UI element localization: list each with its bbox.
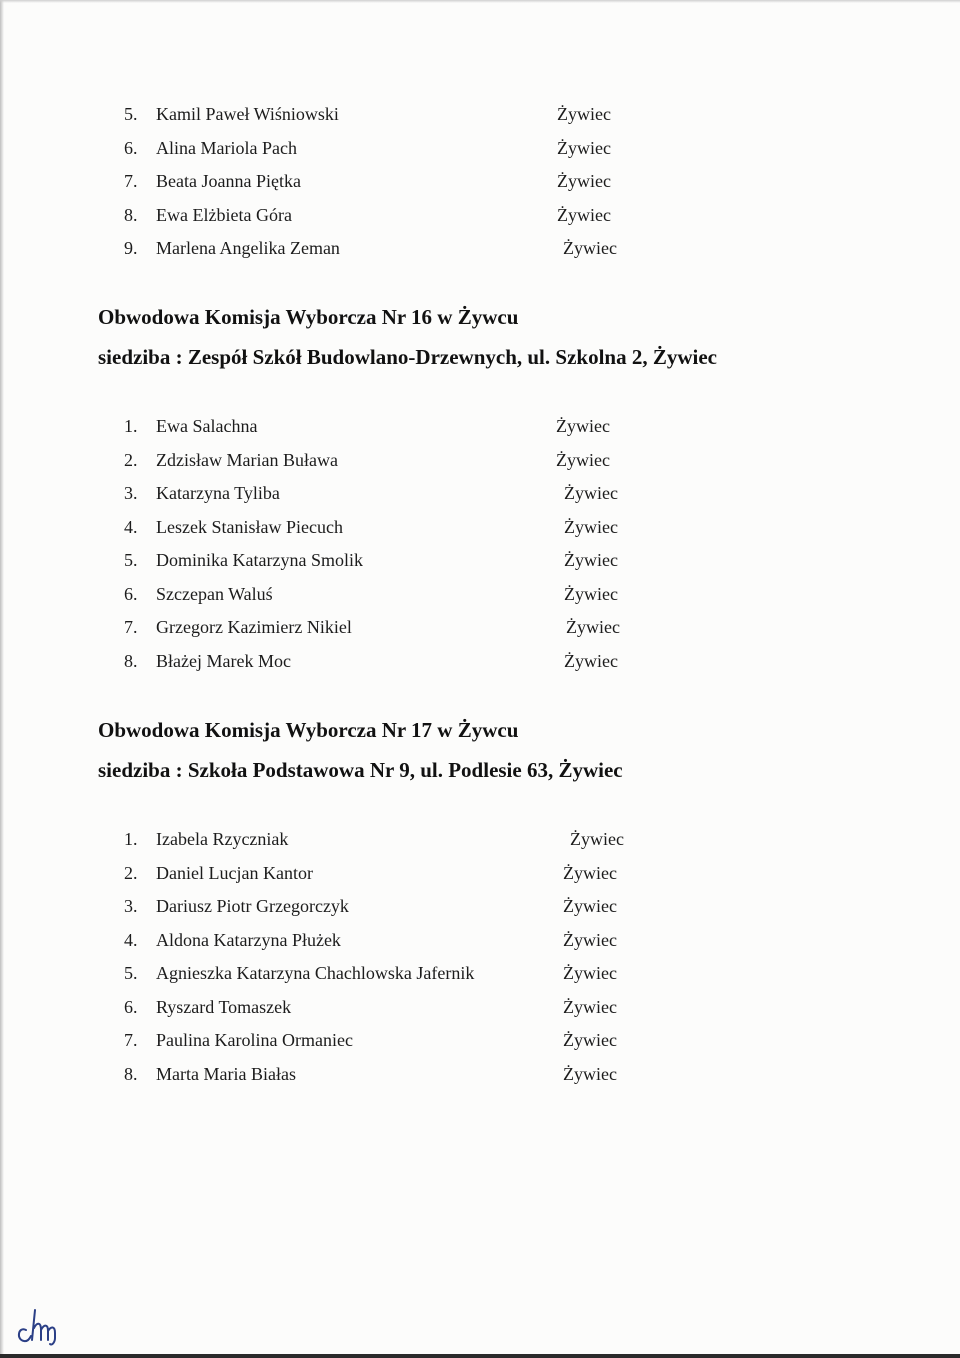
member-list-16	[0, 410, 960, 678]
member-number: 4.	[124, 929, 138, 950]
list-item	[0, 578, 960, 612]
member-name: Aldona Katarzyna Płużek	[156, 929, 341, 950]
member-number: 9.	[124, 238, 138, 258]
member-number: 1.	[124, 829, 138, 849]
list-item	[0, 98, 960, 132]
scan-edge-top	[0, 0, 960, 3]
member-city: Żywiec	[563, 862, 617, 883]
commission-address: siedziba : Zespół Szkół Budowlano-Drzewnych, ul. Szkolna 2, Żywiec	[98, 345, 717, 369]
member-number: 6.	[124, 137, 138, 158]
list-item	[0, 132, 960, 166]
member-city: Żywiec	[563, 963, 617, 983]
member-name: Szczepan Waluś	[156, 583, 273, 604]
member-list-17	[0, 823, 960, 1091]
member-name: Ewa Elżbieta Góra	[156, 204, 292, 225]
list-item	[0, 645, 960, 679]
member-number: 8.	[124, 1063, 138, 1084]
member-name: Kamil Paweł Wiśniowski	[156, 104, 339, 124]
member-number: 6.	[124, 996, 138, 1017]
member-city: Żywiec	[564, 650, 618, 671]
member-number: 2.	[124, 449, 138, 470]
list-item	[0, 511, 960, 545]
member-number: 8.	[124, 650, 138, 671]
member-name: Marta Maria Białas	[156, 1063, 296, 1084]
member-number: 3.	[124, 483, 138, 503]
list-item	[0, 477, 960, 511]
member-name: Leszek Stanisław Piecuch	[156, 516, 343, 537]
list-item	[0, 890, 960, 924]
commission-title: Obwodowa Komisja Wyborcza Nr 16 w Żywcu	[98, 305, 519, 329]
list-item	[0, 232, 960, 266]
member-list-continued	[0, 98, 960, 266]
member-name: Zdzisław Marian Buława	[156, 449, 338, 470]
member-name: Alina Mariola Pach	[156, 137, 297, 158]
list-item	[0, 444, 960, 478]
member-city: Żywiec	[570, 829, 624, 849]
member-number: 3.	[124, 896, 138, 916]
list-item	[0, 544, 960, 578]
member-name: Paulina Karolina Ormaniec	[156, 1030, 353, 1050]
member-number: 7.	[124, 1030, 138, 1050]
member-number: 4.	[124, 516, 138, 537]
member-name: Agnieszka Katarzyna Chachlowska Jafernik	[156, 963, 475, 983]
scan-edge-bottom	[0, 1354, 960, 1358]
member-name: Izabela Rzyczniak	[156, 829, 289, 849]
member-city: Żywiec	[564, 550, 618, 570]
member-number: 6.	[124, 583, 138, 604]
member-city: Żywiec	[564, 516, 618, 537]
member-city: Żywiec	[557, 204, 611, 225]
member-city: Żywiec	[563, 896, 617, 916]
member-city: Żywiec	[557, 137, 611, 158]
list-item	[0, 991, 960, 1025]
member-city: Żywiec	[563, 929, 617, 950]
member-name: Błażej Marek Moc	[156, 650, 291, 671]
list-item	[0, 957, 960, 991]
list-item	[0, 611, 960, 645]
handwritten-initials	[8, 1300, 68, 1350]
member-city: Żywiec	[563, 1063, 617, 1084]
member-name: Dominika Katarzyna Smolik	[156, 550, 363, 570]
member-number: 5.	[124, 104, 138, 124]
member-name: Grzegorz Kazimierz Nikiel	[156, 617, 352, 637]
member-city: Żywiec	[563, 238, 617, 258]
list-item	[0, 823, 960, 857]
member-city: Żywiec	[566, 617, 620, 637]
member-name: Ryszard Tomaszek	[156, 996, 292, 1017]
member-name: Dariusz Piotr Grzegorczyk	[156, 896, 349, 916]
list-item	[0, 410, 960, 444]
member-number: 7.	[124, 171, 138, 191]
member-city: Żywiec	[564, 483, 618, 503]
member-number: 2.	[124, 862, 138, 883]
member-name: Beata Joanna Piętka	[156, 171, 301, 191]
list-item	[0, 165, 960, 199]
member-name: Katarzyna Tyliba	[156, 483, 280, 503]
member-number: 1.	[124, 416, 138, 436]
list-item	[0, 1058, 960, 1092]
member-number: 7.	[124, 617, 138, 637]
member-city: Żywiec	[556, 449, 610, 470]
member-city: Żywiec	[563, 996, 617, 1017]
member-name: Marlena Angelika Zeman	[156, 238, 340, 258]
list-item	[0, 924, 960, 958]
member-city: Żywiec	[557, 171, 611, 191]
member-city: Żywiec	[556, 416, 610, 436]
member-city: Żywiec	[557, 104, 611, 124]
commission-title: Obwodowa Komisja Wyborcza Nr 17 w Żywcu	[98, 718, 519, 742]
member-number: 8.	[124, 204, 138, 225]
member-name: Daniel Lucjan Kantor	[156, 862, 313, 883]
member-number: 5.	[124, 550, 138, 570]
list-item	[0, 1024, 960, 1058]
list-item	[0, 857, 960, 891]
list-item	[0, 199, 960, 233]
commission-address: siedziba : Szkoła Podstawowa Nr 9, ul. Podlesie 63, Żywiec	[98, 758, 623, 782]
member-name: Ewa Salachna	[156, 416, 258, 436]
member-number: 5.	[124, 963, 138, 983]
member-city: Żywiec	[564, 583, 618, 604]
member-city: Żywiec	[563, 1030, 617, 1050]
